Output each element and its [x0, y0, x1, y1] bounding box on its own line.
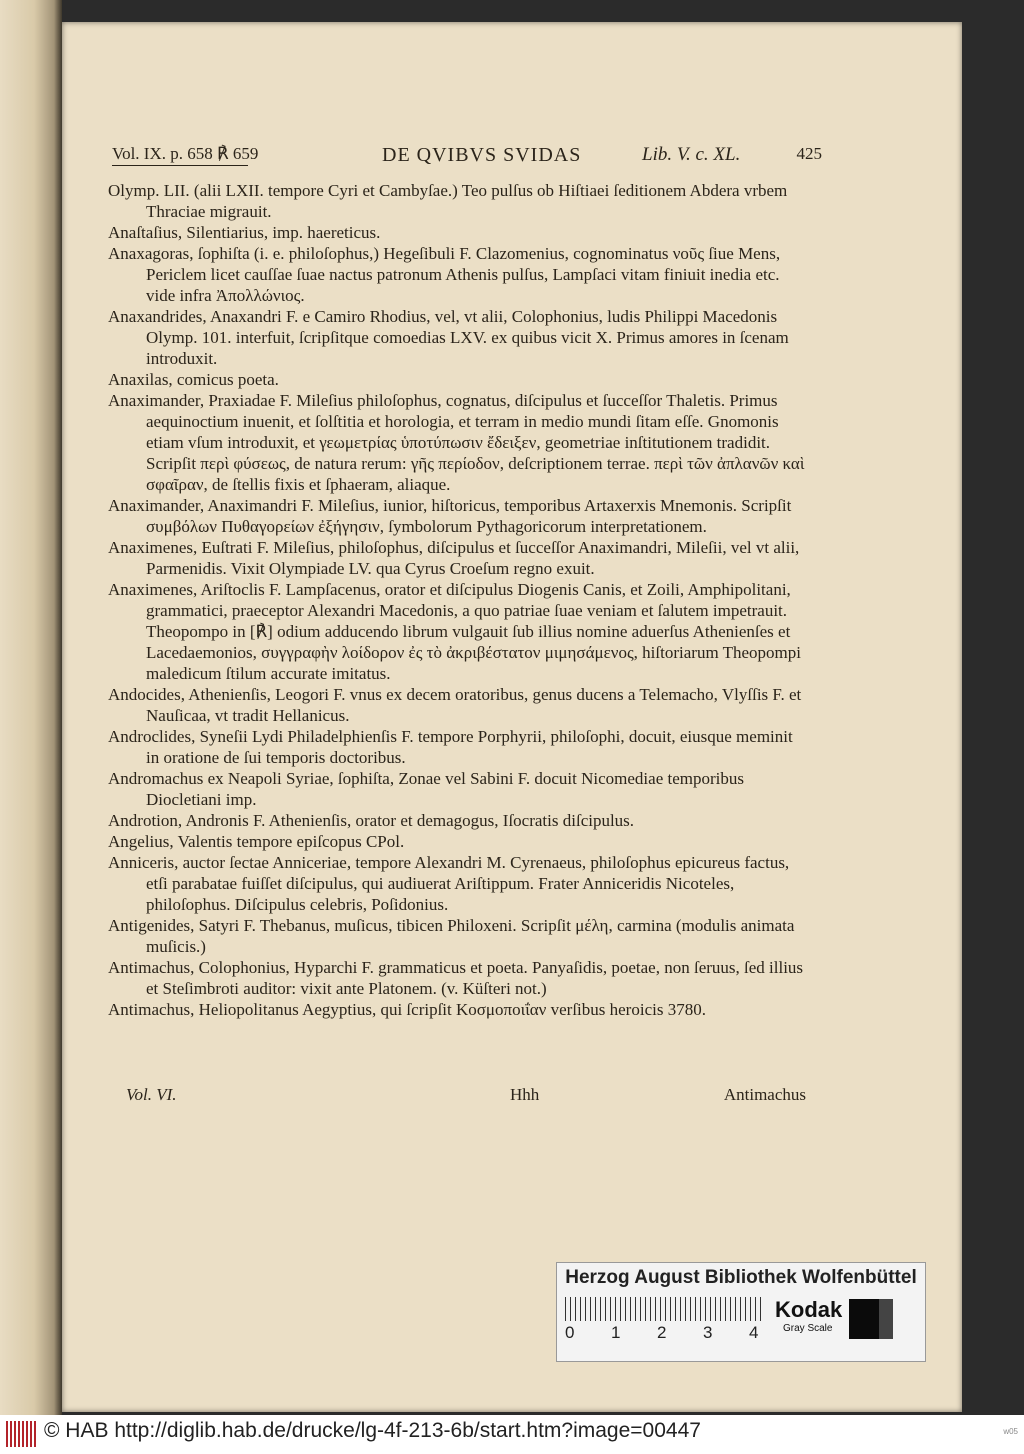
black-swatch: [849, 1299, 879, 1339]
header-volume-ref: Vol. IX. p. 658 ℟ 659: [112, 144, 259, 163]
entry-item: Androclides, Syneſii Lydi Philadelphienſis F. tempore Porphyrii, philoſophi, docuit, eiusque meminit in oratione de ſui temporis doctoribus.: [108, 727, 793, 767]
source-url[interactable]: © HAB http://diglib.hab.de/drucke/lg-4f-213-6b/start.htm?image=00447: [44, 1419, 701, 1442]
entry-item: Anaxilas, comicus poeta.: [108, 370, 279, 389]
ruler-digit: 0: [565, 1323, 575, 1342]
ruler-digit: 4: [749, 1323, 759, 1342]
header-underline: [112, 165, 248, 166]
entry-item: Antigenides, Satyri F. Thebanus, muſicus, tibicen Philoxeni. Scripſit μέλη, carmina (modulis animata muſicis.): [108, 916, 795, 956]
kodak-logo: Kodak: [775, 1297, 843, 1322]
entry-item: Anaximander, Praxiadae F. Mileſius philoſophus, cognatus, diſcipulus et ſucceſſor Thaletis. Primus aequinoctium inuenit, et ſolſtitia et horologia, et terram in medio mundi ſitam eſſe. Gnomonis etiam vſum introduxit, et γεωμετρίας ὑποτύπωσιν ἔδειξεν, geometriae inſtitutionem tradidit. Scripſit περὶ φύσεως, de natura rerum: γῆς περίοδον, deſcriptionem terrae. περὶ τῶν ἀπλανῶν καὶ σφαῖραν, de ſtellis fixis et ſphaeram, aliaque.: [108, 391, 805, 494]
entry-item: Olymp. LII. (alii LXII. tempore Cyri et Cambyſae.) Teo pulſus ob Hiſtiaei ſeditionem Abdera vrbem Thraciae migrauit.: [108, 181, 788, 221]
ruler-digit: 3: [703, 1323, 713, 1342]
color-calibration-card: [556, 1262, 926, 1362]
ruler-digit: 2: [657, 1323, 667, 1342]
footer-catchword: Antimachus: [723, 1085, 806, 1104]
header-book-chapter: Lib. V. c. XL.: [642, 144, 741, 165]
entry-item: Anaxandrides, Anaxandri F. e Camiro Rhodius, vel, vt alii, Colophonius, ludis Philippi Macedonis Olymp. 101. interfuit, ſcripſitque comoedias LXV. ex quibus vicit X. Primus amores in ſcenam introduxit.: [108, 307, 789, 368]
entry-item: Andromachus ex Neapoli Syriae, ſophiſta, Zonae vel Sabini F. docuit Nicomediae temporibus Diocletiani imp.: [108, 769, 744, 809]
entry-item: Antimachus, Heliopolitanus Aegyptius, qui ſcripſit Κοσμοποιΐαν verſibus heroicis 3780.: [108, 1000, 706, 1019]
entry-item: Anniceris, auctor ſectae Anniceriae, tempore Alexandri M. Cyrenaeus, philoſophus epicureus factus, etſi parabatae fuiſſet diſcipulus, qui audiuerat Ariſtippum. Frater Anniceridis Nicoteles, philoſophus. Diſcipulus celebris, Poſidonius.: [108, 853, 790, 914]
entry-item: Anaximander, Anaximandri F. Mileſius, iunior, hiſtoricus, temporibus Artaxerxis Mnemonis. Scripſit συμβόλων Πυθαγορείων ἐξήγησιν, ſymbolorum Pythagoricorum interpretationem.: [108, 496, 792, 536]
entry-item: Angelius, Valentis tempore epiſcopus CPol.: [108, 832, 405, 851]
ruler-scale: [565, 1297, 765, 1321]
gray-swatch: [879, 1299, 893, 1339]
entry-item: Antimachus, Colophonius, Hyparchi F. grammaticus et poeta. Panyaſidis, poetae, non ſeruus, ſed illius et Steſimbroti auditor: vixit ante Platonem. (v. Küſteri not.): [108, 958, 804, 998]
entry-item: Anaximenes, Ariſtoclis F. Lampſacenus, orator et diſcipulus Diogenis Canis, et Zoili, Amphipolitani, grammatici, praeceptor Alexandri Macedonis, a quo patriae ſuae veniam et ſalutem impetrauit. Theopompo in [℟] odium adducendo librum vulgauit ſub illius nomine aduerſus Athenienſes et Lacedaemonios, συγγραφὴν λοίδορον ἐς τὸ ἀκριβέστατον μιμησάμενος, hiſtoriarum Theopompi maledicum ſtilum accurate imitatus.: [108, 580, 801, 683]
ruler-digit: 1: [611, 1323, 621, 1342]
entry-item: Anaſtaſius, Silentiarius, imp. haereticus.: [108, 223, 381, 242]
header-title: DE QVIBVS SVIDAS: [382, 144, 582, 166]
entry-item: Androtion, Andronis F. Athenienſis, orator et demagogus, Iſocratis diſcipulus.: [108, 811, 635, 830]
entry-item: Anaxagoras, ſophiſta (i. e. philoſophus,) Hegeſibuli F. Clazomenius, cognominatus νοῦς ſiue Mens, Periclem licet cauſſae ſuae nactus patronum Athenis pulſus, Lampſaci vitam finiuit inedia etc. vide infra Ἀπολλώνιος.: [108, 244, 781, 305]
gray-scale-label: Gray Scale: [783, 1323, 833, 1334]
adjacent-page-edge: [0, 0, 62, 1415]
url-bar: [0, 1415, 1024, 1454]
corner-code: w05: [1003, 1427, 1018, 1436]
footer-volume: Vol. VI.: [126, 1085, 177, 1104]
entry-item: Anaximenes, Euſtrati F. Mileſius, philoſophus, diſcipulus et ſucceſſor Anaximandri, Mileſii, vel vt alii, Parmenidis. Vixit Olympiade LV. qua Cyrus Croeſum regno exuit.: [108, 538, 800, 578]
page-number: 425: [796, 144, 822, 163]
page-footer: [126, 1085, 806, 1107]
footer-signature: Hhh: [510, 1085, 540, 1104]
running-header: [112, 144, 822, 166]
gutter-shadow: [54, 0, 62, 1415]
entry-item: Andocides, Athenienſis, Leogori F. vnus ex decem oratoribus, genus ducens a Telemacho, Vlyſſis F. et Nauſicaa, vt tradit Hellanicus.: [108, 685, 802, 725]
entry-list: [108, 180, 808, 1020]
library-name: Herzog August Bibliothek Wolfenbüttel: [565, 1267, 917, 1288]
hab-logo-icon: [6, 1421, 38, 1447]
